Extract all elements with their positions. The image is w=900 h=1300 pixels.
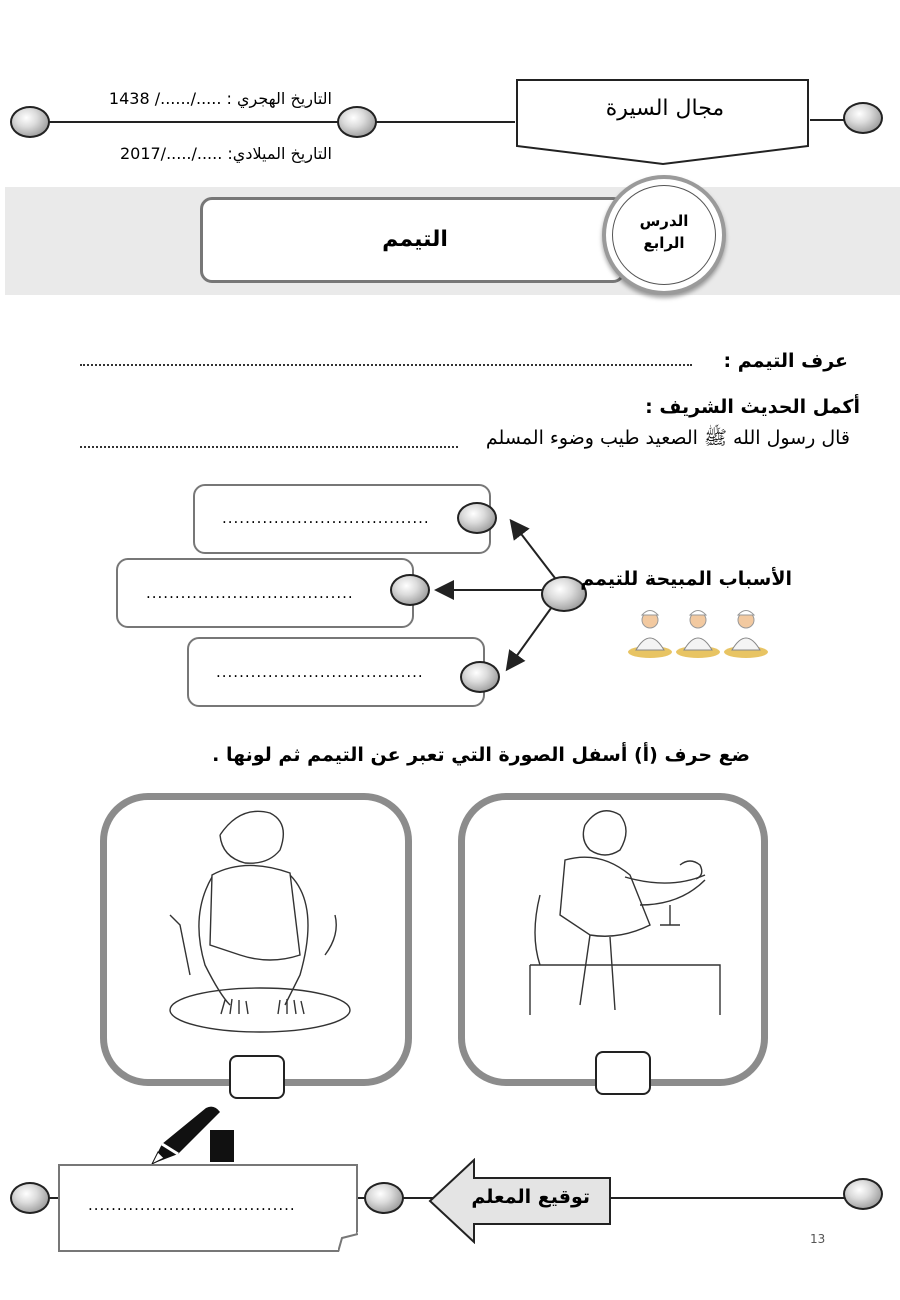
header-line-left [40,121,515,123]
footer-ball-left [10,1182,50,1214]
define-tayammum-label: عرف التيمم : [723,350,848,372]
header-line-right [810,119,845,121]
complete-hadith-label: أكمل الحديث الشريف : [645,396,860,418]
gregorian-date: التاريخ الميلادي: ...../...../2017 [119,144,332,163]
lesson-number-line1: الدرس [639,212,689,230]
reason-blank-1[interactable]: .................................... [222,509,430,527]
boy-figure-1 [628,611,672,659]
domain-banner [515,78,810,166]
answer-box-right[interactable] [595,1051,651,1095]
footer-ball-right [843,1178,883,1210]
domain-title: مجال السيرة [605,96,725,121]
signature-blank[interactable]: .................................... [88,1196,296,1214]
reasons-title: الأسباب المبيحة للتيمم [580,568,792,590]
define-answer-line[interactable] [80,364,692,366]
reason-ball-3 [460,661,500,693]
footer-ball-middle [364,1182,404,1214]
seated-boys-illustration [626,600,772,660]
lesson-number-label [612,210,716,254]
hijri-date: التاريخ الهجري : ...../....../ 1438 [108,89,332,108]
wudu-sketch [520,805,740,1025]
decor-ball-middle [337,106,377,138]
picture-instruction: ضع حرف (أ) أسفل الصورة التي تعبر عن التيمم ثم لونها . [212,744,750,766]
boy-figure-3 [724,611,768,659]
reason-blank-3[interactable]: .................................... [216,663,424,681]
decor-ball-left [10,106,50,138]
reason-blank-2[interactable]: .................................... [146,584,354,602]
boy-figure-2 [676,611,720,659]
pencil-writing-icon [148,1100,238,1166]
reason-ball-2 [390,574,430,606]
lesson-number-line2: الرابع [643,234,685,252]
tayammum-sketch [150,805,370,1035]
hadith-text: قال رسول الله ﷺ الصعيد طيب وضوء المسلم [485,427,850,449]
signature-box-fold [338,1232,358,1252]
answer-box-left[interactable] [229,1055,285,1099]
hadith-answer-line[interactable] [80,446,458,448]
teacher-signature-label: توقيع المعلم [471,1186,590,1208]
decor-ball-right [843,102,883,134]
reason-ball-1 [457,502,497,534]
page-number: 13 [810,1232,826,1246]
lesson-title: التيمم [382,227,448,252]
